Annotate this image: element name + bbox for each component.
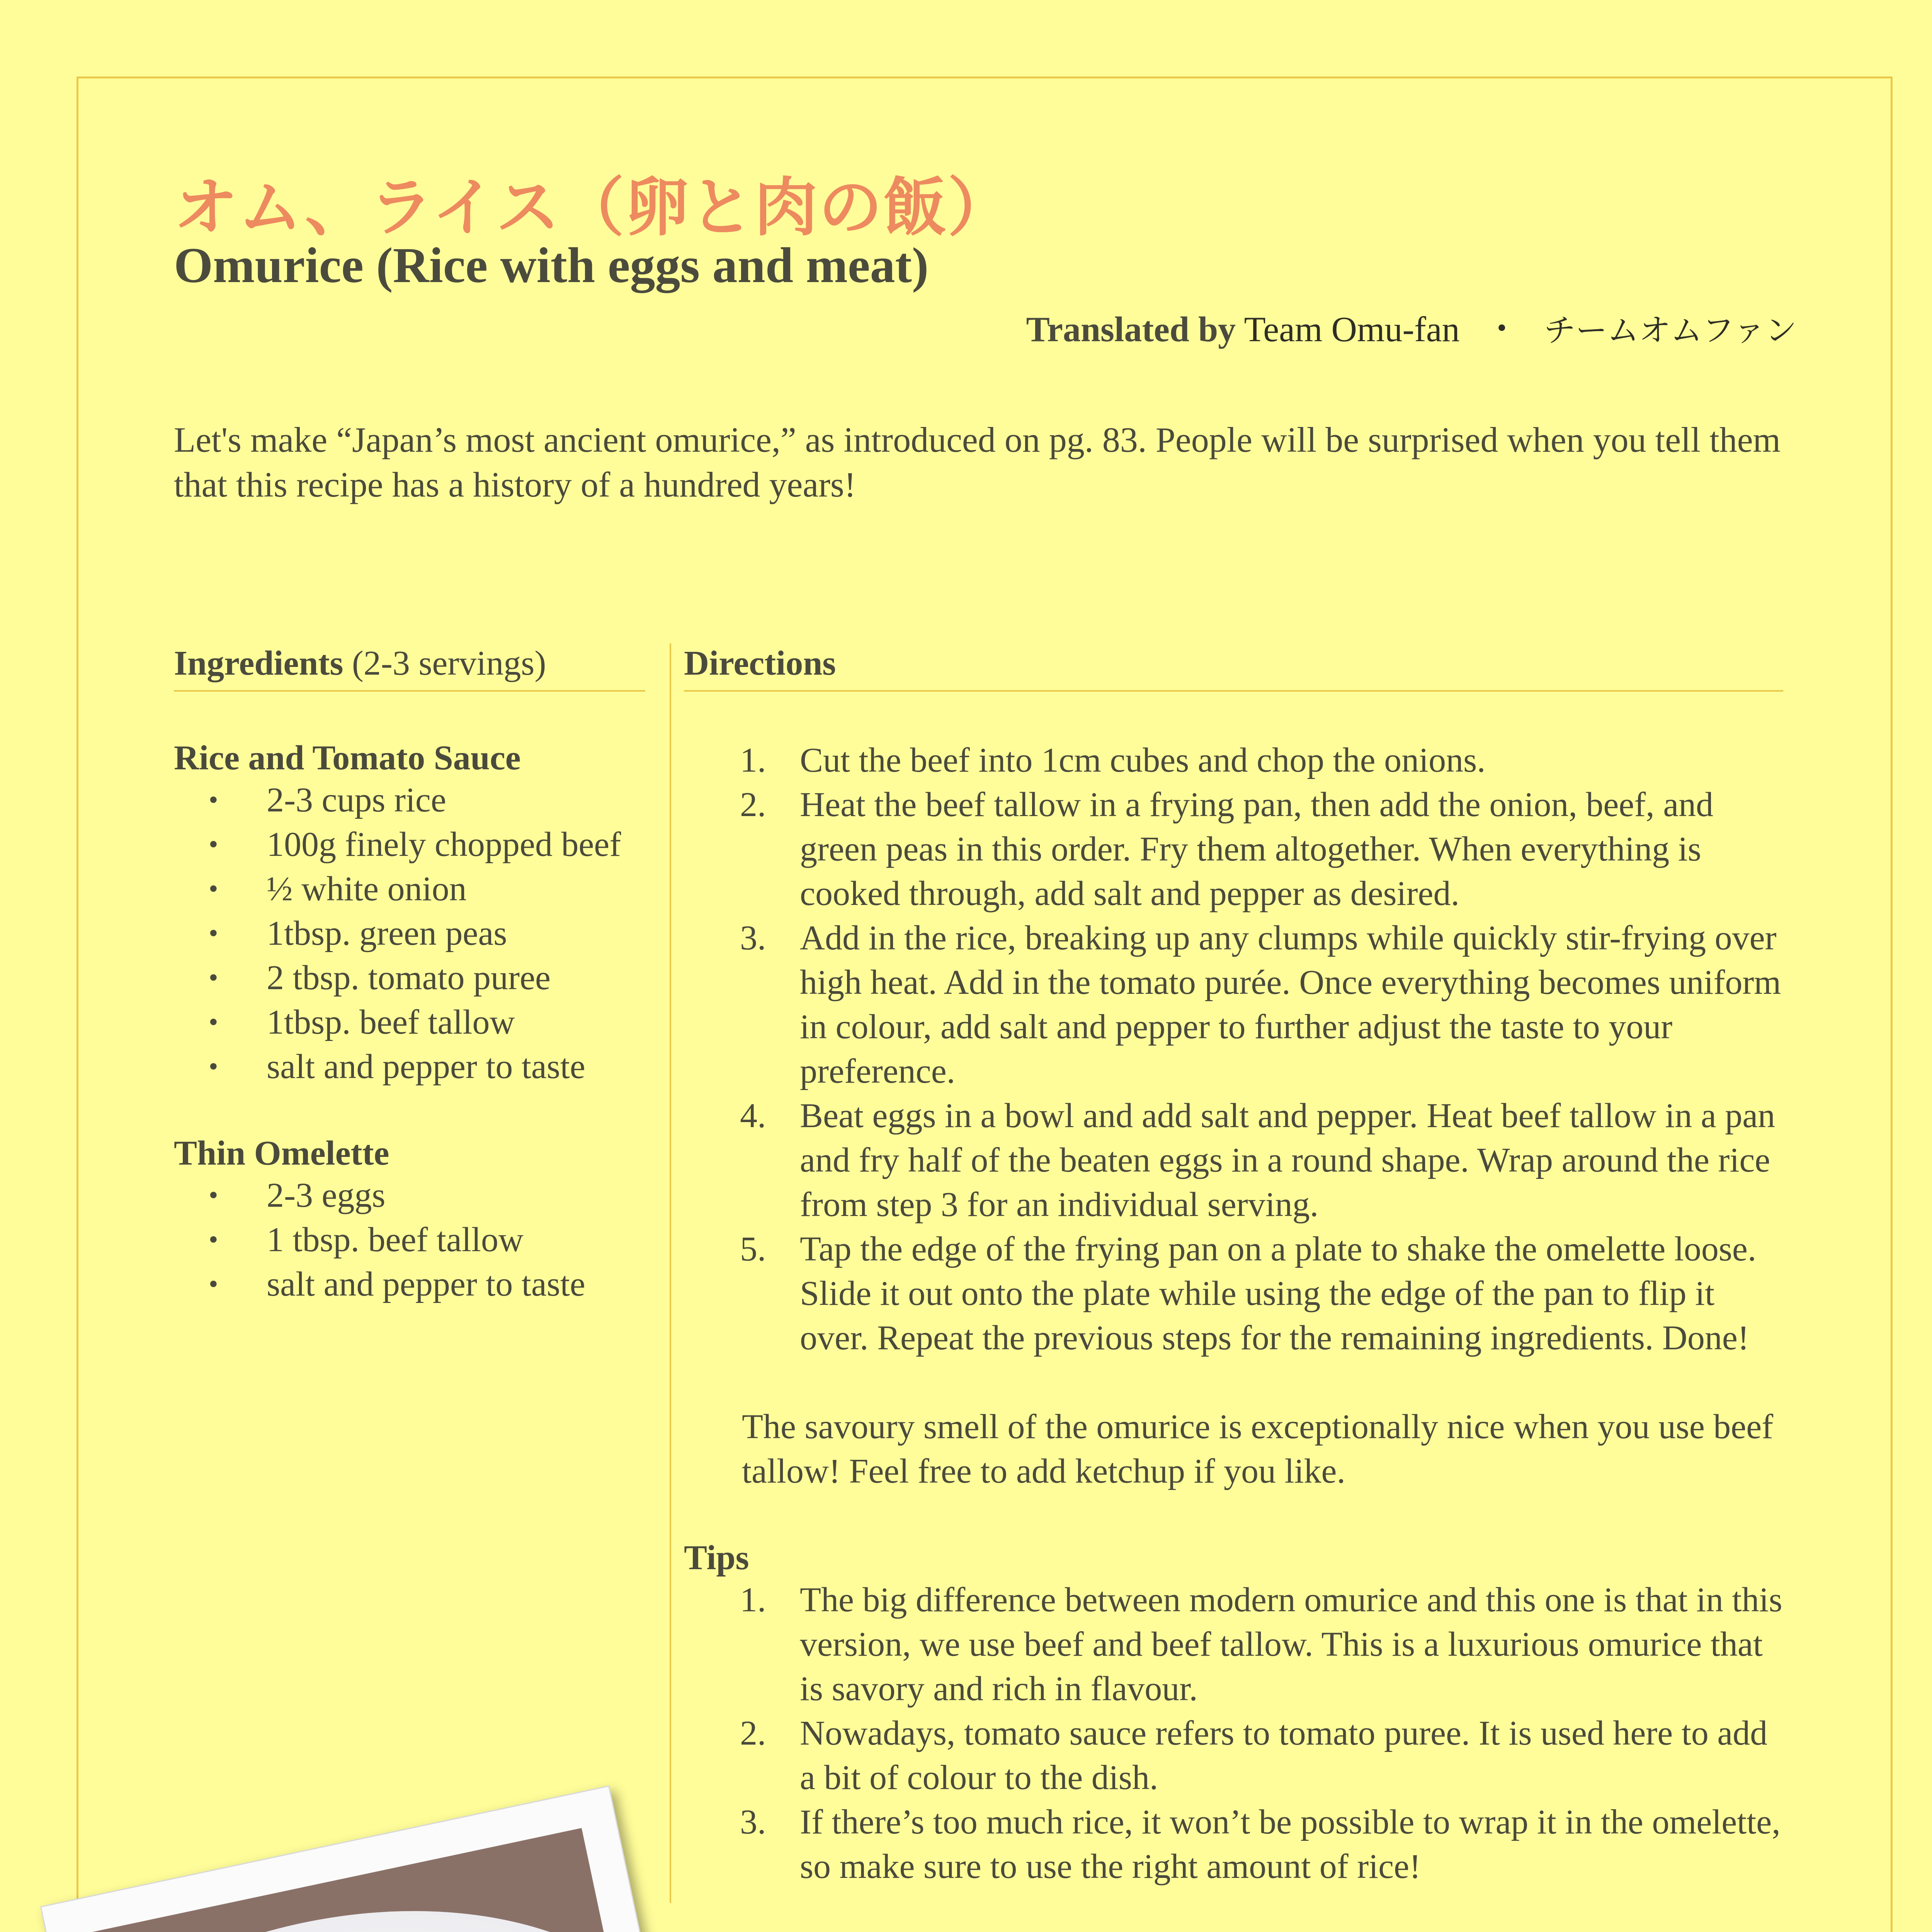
directions-note: The savoury smell of the omurice is exceptionally nice when you use beef tallow! Feel free to add ketchup if you like.	[742, 1408, 1774, 1490]
step-number: 5.	[740, 1230, 766, 1268]
step-text: Tap the edge of the frying pan on a plate to shake the omelette loose. Slide it out onto the plate while using the edge of the pan to flip it over. Repeat the previous steps for the remaining ingredients. Done!	[800, 1230, 1757, 1357]
step-text: Beat eggs in a bowl and add salt and pepper. Heat beef tallow in a pan and fry half of the beaten eggs in a round shape. Wrap around the rice from step 3 for an individual serving.	[800, 1097, 1776, 1224]
direction-step	[740, 738, 1783, 782]
tip-item	[740, 1711, 1783, 1800]
tip-text: Nowadays, tomato sauce refers to tomato puree. It is used here to add a bit of colour to the dish.	[800, 1714, 1768, 1797]
tips-heading: Tips	[684, 1539, 749, 1577]
step-text: Heat the beef tallow in a frying pan, then add the onion, beef, and green peas in this order. Fry them altogether. When everything is cooked through, add salt and pepper as desired.	[800, 786, 1714, 913]
ingredient-item: • 1tbsp. beef tallow	[267, 1000, 645, 1044]
intro-paragraph: Let's make “Japan’s most ancient omurice,” as introduced on pg. 83. People will be surprised when you tell them that this recipe has a history of a hundred years!	[174, 420, 1781, 504]
credit-label: Translated by	[1026, 310, 1236, 349]
ingredients-heading	[174, 643, 645, 692]
ingredient-item: • 2-3 eggs	[267, 1173, 645, 1218]
translator-credit	[1026, 301, 1797, 352]
ingredient-item: • ½ white onion	[267, 867, 645, 911]
direction-step	[740, 1094, 1783, 1227]
step-text: Cut the beef into 1cm cubes and chop the onions.	[800, 741, 1486, 779]
directions-list	[684, 738, 1783, 1360]
tip-text: The big difference between modern omurice and this one is that in this version, we use beef and beef tallow. This is a luxurious omurice that is savory and rich in flavour.	[800, 1581, 1782, 1708]
step-number: 3.	[740, 919, 766, 957]
ingredient-list-rice	[174, 778, 645, 1089]
direction-step	[740, 1227, 1783, 1360]
ingredient-item: • salt and pepper to taste	[267, 1262, 645, 1306]
directions-heading	[684, 643, 1783, 692]
ingredient-list-omelette	[174, 1173, 645, 1306]
ingredient-group-title: Rice and Tomato Sauce	[174, 739, 521, 777]
ingredient-item: • salt and pepper to taste	[267, 1044, 645, 1089]
credit-team-japanese: チームオムファン	[1544, 312, 1797, 349]
direction-step	[740, 782, 1783, 916]
tip-item	[740, 1578, 1783, 1711]
tip-number: 3.	[740, 1803, 766, 1841]
ingredient-item: • 2-3 cups rice	[267, 778, 645, 822]
ingredient-item: • 2 tbsp. tomato puree	[267, 956, 645, 1000]
step-number: 4.	[740, 1097, 766, 1135]
ingredients-column	[174, 643, 645, 1306]
tip-number: 1.	[740, 1581, 766, 1619]
step-number: 1.	[740, 741, 766, 779]
step-number: 2.	[740, 786, 766, 824]
title-japanese: オム、ライス（卵と肉の飯）	[174, 170, 1012, 245]
column-divider	[670, 643, 671, 1903]
ingredients-heading-label: Ingredients	[174, 644, 344, 682]
tip-item	[740, 1800, 1783, 1889]
ingredient-item: • 1tbsp. green peas	[267, 911, 645, 956]
directions-heading-label: Directions	[684, 644, 836, 682]
ingredient-item: • 100g finely chopped beef	[267, 822, 645, 867]
directions-column	[684, 643, 1783, 1889]
ingredients-servings: (2-3 servings)	[352, 644, 546, 682]
ingredient-item: • 1 tbsp. beef tallow	[267, 1218, 645, 1262]
ingredient-group-title: Thin Omelette	[174, 1134, 389, 1172]
step-text: Add in the rice, breaking up any clumps while quickly stir-frying over high heat. Add in the tomato purée. Once everything becomes uniform in colour, add salt and pepper to further adjust the taste to your preference.	[800, 919, 1781, 1090]
tip-number: 2.	[740, 1714, 766, 1752]
tip-text: If there’s too much rice, it won’t be possible to wrap it in the omelette, so make sure to use the right amount of rice!	[800, 1803, 1781, 1886]
direction-step	[740, 916, 1783, 1094]
tips-list	[684, 1578, 1783, 1889]
credit-separator: ・	[1484, 310, 1520, 349]
credit-team: Team Omu-fan	[1244, 310, 1460, 349]
title-english: Omurice (Rice with eggs and meat)	[174, 238, 929, 293]
